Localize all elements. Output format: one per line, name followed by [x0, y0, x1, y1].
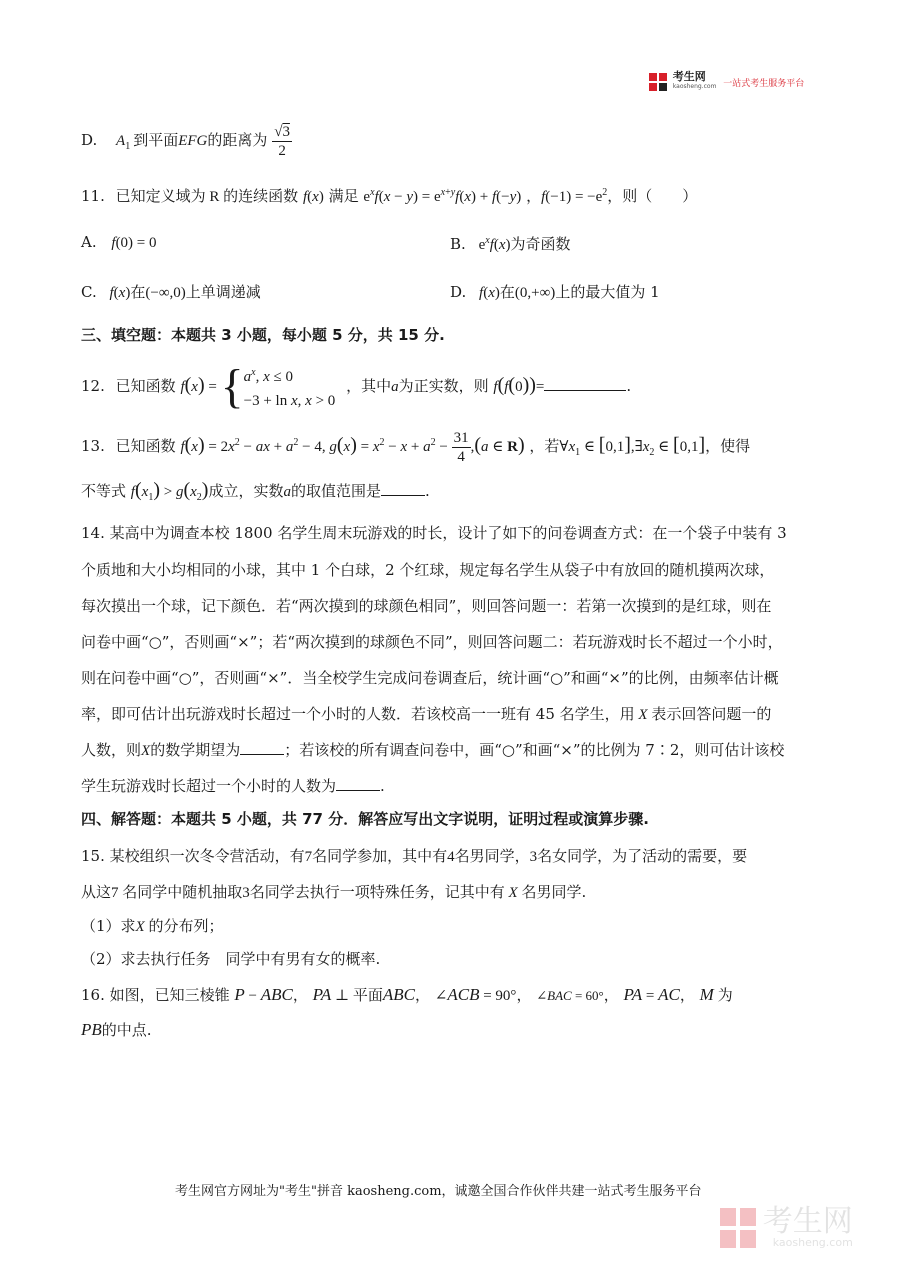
q15-sub1: （1）求X 的分布列； — [81, 917, 224, 935]
q15-line2-a: 从这 — [81, 883, 112, 901]
section3-title: 三、填空题：本题共 3 小题，每小题 5 分，共 15 分. — [81, 326, 445, 344]
header-logo-text: 考生网 — [672, 70, 706, 83]
q10-d-text-a: 到平面 — [133, 131, 179, 149]
q11-stem: 11. 已知定义域为 R 的连续函数 f(x) 满足 $e^xf(x - y) = e^{x+y}f(x) + f(-y)$ ，$f(-1) = -e^2$，则（ ） — [81, 187, 698, 205]
q14-line2: 个质地和大小均相同的小球，其中 1 个白球，2 个红球，规定每名学生从袋子中有放回的随机摸两次球， — [81, 561, 775, 579]
q13-number: 13. — [81, 437, 105, 455]
q11-b-text: 为奇函数 — [510, 235, 571, 253]
q12-piecewise: $a^x$, x ≤ 0 −3 + ln x, x > 0 — [243, 367, 336, 409]
q14-line7: 人数，则X的数学期望为 ；若该校的所有调查问卷中，画“○”和画“×”的比例为 7∶2，则可估计该校 — [81, 741, 785, 759]
q14-line7-b: 的数学期望为 — [150, 741, 241, 759]
q11-option-a: A. f(0) = 0 — [81, 233, 157, 251]
q14-line3: 每次摸出一个球，记下颜色．若“两次摸到的球颜色相同”，则回答问题一：若第一次摸到的是红球，则在 — [81, 597, 772, 615]
q16-line1-c: 为 — [717, 986, 733, 1004]
q14-answer-blank-2 — [336, 776, 380, 791]
header-logo-sub: kaosheng.com — [672, 83, 717, 90]
q11-stem-d: ，则（ ） — [607, 187, 698, 205]
q16-line1: 16. 如图，已知三棱锥 P − ABC， PA ⊥ 平面ABC， ∠ACB = 90°， ∠BAC = 60°， PA = AC， M 为 — [81, 985, 733, 1004]
q11-c-pre: 在 — [130, 283, 146, 301]
q13-line2-a: 不等式 — [81, 482, 127, 500]
q11-stem-a: 已知定义域为 — [115, 187, 206, 205]
q11-d-pre: 在 — [499, 283, 515, 301]
q15-sub2: （2）求去执行任务 同学中有男有女的概率. — [81, 950, 381, 968]
q11-option-d: D. f(x)在(0,+∞)上的最大值为 1 — [450, 283, 660, 301]
footer-watermark — [718, 1206, 853, 1250]
q12-stem-b: ，其中 — [346, 377, 392, 395]
q13-line2: 不等式 $f(x_1) > g(x_2)$成立，实数a的取值范围是 . — [81, 479, 430, 503]
q11-b-label: B. — [450, 235, 466, 253]
q16-line2: 的中点. — [101, 1021, 152, 1039]
watermark-text: 考生网 — [762, 1204, 853, 1239]
q16-line2: PB的中点. — [81, 1020, 152, 1039]
q15-line1-d: 名女同学，为了活动的需要，要 — [537, 847, 748, 865]
q15-line2-d: 名男同学. — [521, 883, 587, 901]
q10-d-text-b: 的距离为 — [207, 131, 268, 149]
watermark-sub: kaosheng.com — [772, 1236, 853, 1249]
header-logo — [648, 72, 804, 94]
q11-c-text: 上单调递减 — [185, 283, 261, 301]
header-slogan: 一站式考生服务平台 — [723, 78, 805, 89]
section4-title: 四、解答题：本题共 5 小题，共 77 分．解答应写出文字说明，证明过程或演算步骤. — [81, 810, 649, 828]
q11-d-label: D. — [450, 283, 467, 301]
q13-stem-b: ，若 — [529, 437, 560, 455]
watermark-logo-icon — [718, 1206, 758, 1250]
q14-answer-blank-1 — [240, 740, 284, 755]
q14-line7-c: ；若该校的所有调查问卷中，画“○”和画“×”的比例为 7∶2，则可估计该校 — [284, 741, 785, 759]
q14-line5: 则在问卷中画“○”，否则画“×”．当全校学生完成问卷调查后，统计画“○”和画“×”的比例，由频率估计概 — [81, 669, 779, 687]
q14-line7-a: 人数，则 — [81, 741, 142, 759]
q12-stem-a: 已知函数 — [115, 377, 176, 395]
q13-line2-c: 的取值范围是 — [290, 482, 381, 500]
q15-line2-b: 名同学中随机抽取 — [122, 883, 243, 901]
q11-c-label: C. — [81, 283, 97, 301]
q16-line1-b: 平面 — [352, 986, 383, 1004]
q14-line4: 问卷中画“○”，否则画“×”；若“两次摸到的球颜色不同”，则回答问题二：若玩游戏时长不超过一个小时， — [81, 633, 783, 651]
q10-d-label: D. — [81, 131, 98, 149]
q15-line2-c: 名同学去执行一项特殊任务，记其中有 — [249, 883, 505, 901]
q14-line8: 学生玩游戏时长超过一个小时的人数为 . — [81, 777, 385, 795]
q14-line6-text: 率，即可估计出玩游戏时长超过一个小时的人数．若该校高一一班有 45 名学生，用 — [81, 705, 635, 723]
q15-line1: 15. 某校组织一次冬令营活动，有7名同学参加，其中有4名男同学，3名女同学，为了活动的需要，要 — [81, 847, 748, 865]
q12-number: 12. — [81, 377, 105, 395]
q11-a-label: A. — [81, 233, 97, 251]
q13-line2-b: 成立，实数 — [208, 482, 284, 500]
q10-d-fraction: $\frac{√3}{2}$ — [274, 123, 290, 159]
q15-sub1-b: 的分布列； — [148, 917, 224, 935]
q14-line1: 14. 某高中为调查本校 1800 名学生周末玩游戏的时长，设计了如下的问卷调查方式：在一个袋子中装有 3 — [81, 524, 787, 542]
q15-line1-b: 名同学参加，其中有 — [312, 847, 448, 865]
q11-stem-b: 的连续函数 — [223, 187, 299, 205]
q12-answer-blank — [544, 376, 626, 391]
q12: 12. 已知函数 f(x) = { $a^x$, x ≤ 0 −3 + ln x, x > 0 ，其中a为正实数，则 f(f(0))= . — [81, 360, 632, 413]
q15-line1-a: 15. 某校组织一次冬令营活动，有 — [81, 847, 305, 865]
q16-line1-a: 16. 如图，已知三棱锥 — [81, 986, 230, 1004]
q13-stem-c: ，使得 — [705, 437, 751, 455]
q13-answer-blank — [381, 481, 425, 496]
q12-stem-c: 为正实数，则 — [398, 377, 489, 395]
q15-line2: 从这7 名同学中随机抽取3名同学去执行一项特殊任务，记其中有 X 名男同学. — [81, 883, 587, 901]
q14-line6: 率，即可估计出玩游戏时长超过一个小时的人数．若该校高一一班有 45 名学生，用 X 表示回答问题一的 — [81, 705, 772, 723]
q10-option-d: D. $A_1$ 到平面EFG的距离为 $\frac{√3}{2}$ — [81, 123, 290, 159]
q13-fraction: $\frac{31}{4}$ — [453, 429, 469, 465]
q13-stem-a: 已知函数 — [115, 437, 176, 455]
q15-line1-c: 名男同学， — [454, 847, 530, 865]
q15-sub1-a: （1）求 — [81, 917, 136, 935]
q13-line1: 13. 已知函数 $f(x) = 2x^2$ − ax + $a^2 - 4$, $g(x) = x^2 - x + a^2$ − $\frac{31}{4}$ ,(a ∈ R) ，若$\forall x_1$ ∈ $[0,1],\exists x_2$ ∈ [0,1]，使得 — [81, 429, 751, 465]
q14-line8-text: 学生玩游戏时长超过一个小时的人数为 — [81, 777, 337, 795]
q14-line6-tail: 表示回答问题一的 — [651, 705, 772, 723]
kaosheng-logo-icon — [648, 72, 668, 92]
footer-text: 考生网官方网址为"考生"拼音 kaosheng.com，诚邀全国合作伙伴共建一站式考生服务平台 — [175, 1184, 702, 1199]
q11-option-c: C. f(x)在(−∞,0)上单调递减 — [81, 283, 261, 301]
q11-stem-c: 满足 — [328, 187, 359, 205]
q11-number: 11. — [81, 187, 105, 205]
q11-option-b: B. $e^xf(x)$为奇函数 — [450, 235, 571, 253]
q11-d-text: 上的最大值为 1 — [555, 283, 660, 301]
